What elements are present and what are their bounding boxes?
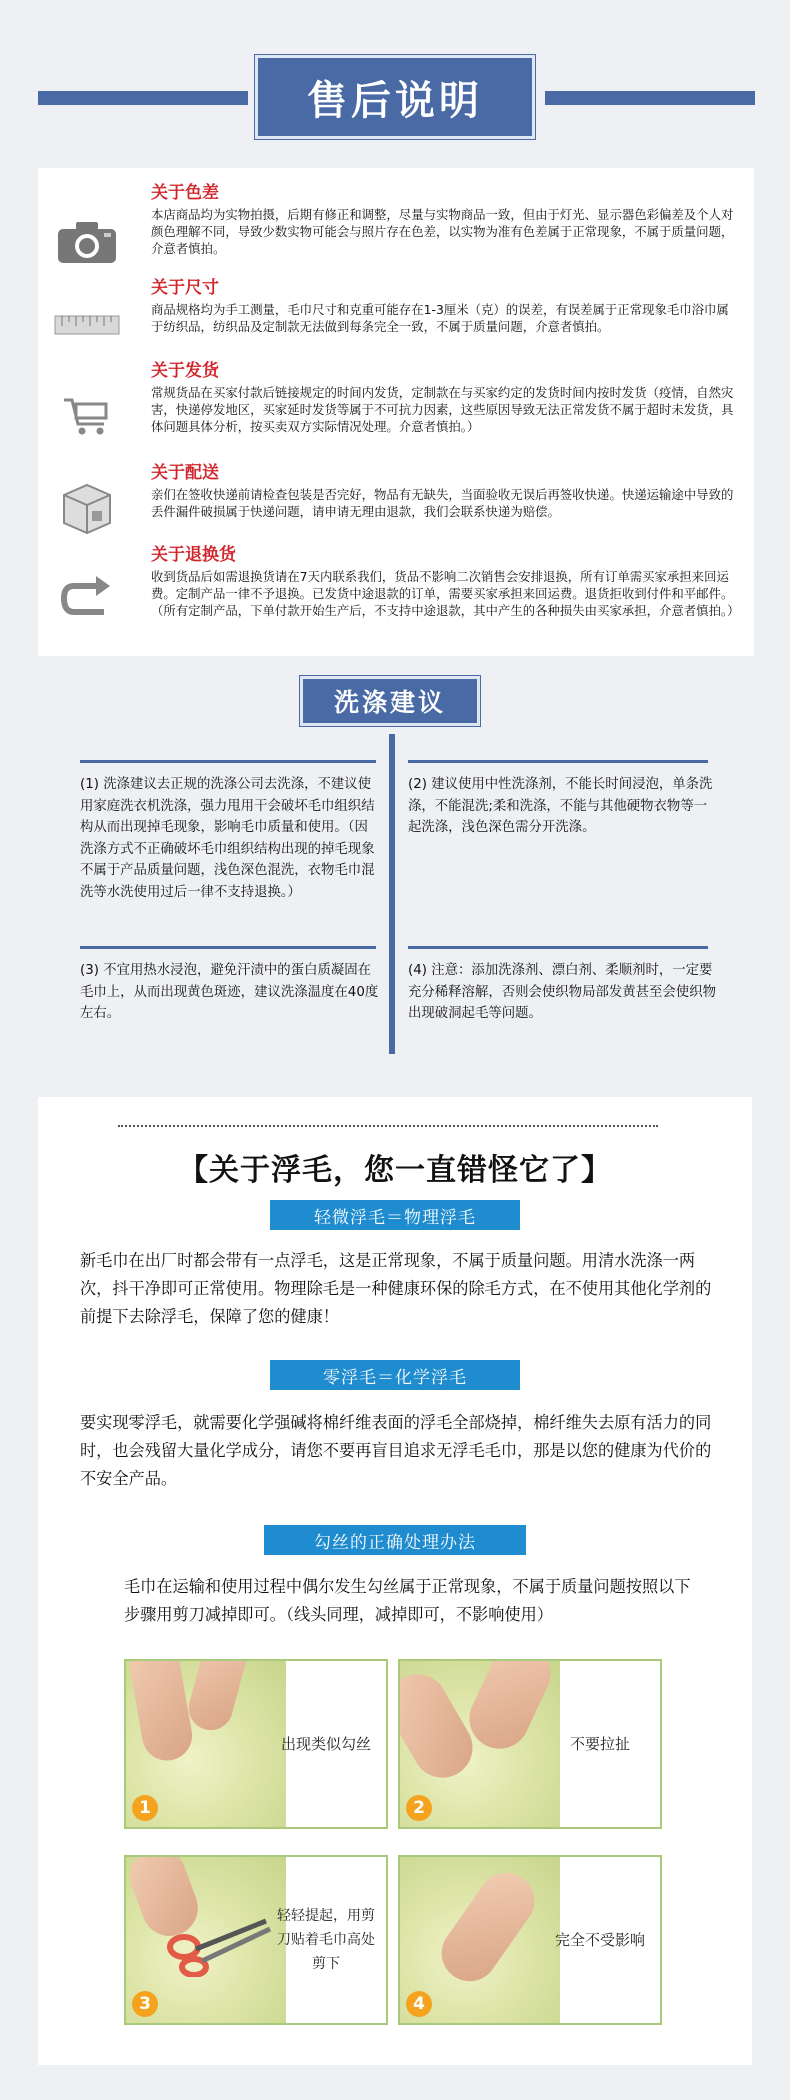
snag-handling-badge: 勾丝的正确处理办法: [264, 1525, 526, 1555]
step-number-4: 4: [406, 1991, 432, 2017]
washing-tip-3: (3) 不宜用热水浸泡，避免汗渍中的蛋白质凝固在毛巾上，从而出现黄色斑迹，建议洗涤温度在40度左右。: [80, 963, 379, 1021]
ruler-icon: [52, 297, 122, 353]
size-text: 商品规格均为手工测量，毛巾尺寸和克重可能存在1-3厘米（克）的误差，有误差属于正常现象毛巾浴巾属于纺织品，纺织品及定制款无法做到每条完全一致，不属于质量问题，介意者慎拍。: [151, 302, 729, 334]
after-sales-header: [0, 55, 790, 145]
chemical-lint-badge: 零浮毛＝化学浮毛: [270, 1360, 520, 1390]
header-bar-left: [38, 91, 248, 105]
step-photo-2: [398, 1659, 662, 1829]
color-difference-text: 本店商品均为实物拍摄，后期有修正和调整，尽量与实物商品一致，但由于灯光、显示器色彩偏差及个人对颜色理解不同，导致少数实物可能会与照片存在色差，以实物为准有色差属于正常现象，不属于质量问题，介意者慎拍。: [151, 207, 734, 256]
color-difference-heading: 关于色差: [151, 183, 219, 203]
physical-lint-text: 新毛巾在出厂时都会带有一点浮毛，这是正常现象，不属于质量问题。用清水洗涤一两次，抖干净即可正常使用。物理除毛是一种健康环保的除毛方式，在不使用其他化学剂的前提下去除浮毛，保障了您的健康！: [80, 1251, 712, 1326]
camera-icon: [52, 214, 122, 270]
snag-handling-text: 毛巾在运输和使用过程中偶尔发生勾丝属于正常现象，不属于质量问题按照以下步骤用剪刀减掉即可。（线头同理，减掉即可，不影响使用）: [124, 1577, 691, 1624]
lint-info-card: [38, 1097, 752, 2065]
chemical-lint-text: 要实现零浮毛，就需要化学强碱将棉纤维表面的浮毛全部烧掉，棉纤维失去原有活力的同时，也会残留大量化学成分，请您不要再盲目追求无浮毛毛巾，那是以您的健康为代价的不安全产品。: [80, 1413, 712, 1488]
step-caption-1: 出现类似勾丝: [280, 1735, 371, 1753]
washing-tip-2: (2) 建议使用中性洗涤剂，不能长时间浸泡，单条洗涤，不能混洗;柔和洗涤，不能与其他硬物衣物等一起洗涤，浅色深色需分开洗涤。: [408, 777, 713, 835]
step-photo-3: [124, 1855, 388, 2025]
washing-divider-vertical: [389, 734, 395, 1054]
header-bar-right: [545, 91, 755, 105]
physical-lint-badge: 轻微浮毛＝物理浮毛: [270, 1200, 520, 1230]
washing-divider-top-left: [80, 760, 376, 763]
step-number-3: 3: [132, 1991, 158, 2017]
after-sales-title: 售后说明: [255, 55, 535, 139]
return-heading: 关于退换货: [151, 545, 236, 565]
step-number-1: 1: [132, 1795, 158, 1821]
return-text: 收到货品后如需退换货请在7天内联系我们，货品不影响二次销售会安排退换，所有订单需买家承担来回运费。定制产品一律不予退换。已发货中途退款的订单，需要买家承担来回运费。退货拒收到付件和平邮件。（所有定制产品，下单付款开始生产后，不支持中途退款，其中产生的各种损失由买家承担，介意者慎拍。）: [151, 569, 740, 618]
cart-icon: [52, 386, 122, 442]
step-photo-1: [124, 1659, 388, 1829]
box-icon: [52, 480, 122, 536]
lint-title: 【关于浮毛，您一直错怪它了】: [178, 1153, 612, 1188]
step-photo-4: [398, 1855, 662, 2025]
step-caption-2: 不要拉扯: [569, 1735, 630, 1753]
washing-divider-mid-right: [408, 946, 708, 949]
washing-tip-4: (4) 注意：添加洗涤剂、漂白剂、柔顺剂时，一定要充分稀释溶解，否则会使织物局部发黄甚至会使织物出现破洞起毛等问题。: [408, 963, 716, 1021]
shipping-heading: 关于发货: [151, 361, 219, 381]
after-sales-card: [38, 168, 754, 656]
size-heading: 关于尺寸: [151, 278, 219, 298]
step-caption-4: 完全不受影响: [554, 1931, 645, 1949]
dotted-divider: [118, 1125, 658, 1127]
washing-divider-mid-left: [80, 946, 376, 949]
step-number-2: 2: [406, 1795, 432, 1821]
shipping-text: 常规货品在买家付款后链接规定的时间内发货，定制款在与买家约定的发货时间内按时发货（疫情，自然灾害，快递停发地区，买家延时发货等属于不可抗力因素，这些原因导致无法正常发货不属于超时未发货，具体问题具体分析，按买卖双方实际情况处理。介意者慎拍。）: [151, 385, 734, 434]
delivery-text: 亲们在签收快递前请检查包装是否完好，物品有无缺失，当面验收无误后再签收快递。快递运输途中导致的丢件漏件破损属于快递问题，请申请无理由退款，我们会联系快递为赔偿。: [151, 487, 734, 519]
washing-divider-top-right: [408, 760, 708, 763]
washing-tip-1: (1) 洗涤建议去正规的洗涤公司去洗涤，不建议使用家庭洗衣机洗涤，强力甩用干会破坏毛巾组织结构从而出现掉毛现象，影响毛巾质量和使用。（因洗涤方式不正确破坏毛巾组织结构出现的掉毛现象不属于产品质量问题，浅色深色混洗，衣物毛巾混洗等水洗使用过后一律不支持退换。）: [80, 777, 375, 900]
return-arrow-icon: [52, 570, 122, 626]
delivery-heading: 关于配送: [151, 463, 219, 483]
step-caption-3: 轻轻提起，用剪刀贴着毛巾高处剪下: [277, 1908, 375, 1972]
washing-advice-title: 洗涤建议: [300, 676, 480, 726]
